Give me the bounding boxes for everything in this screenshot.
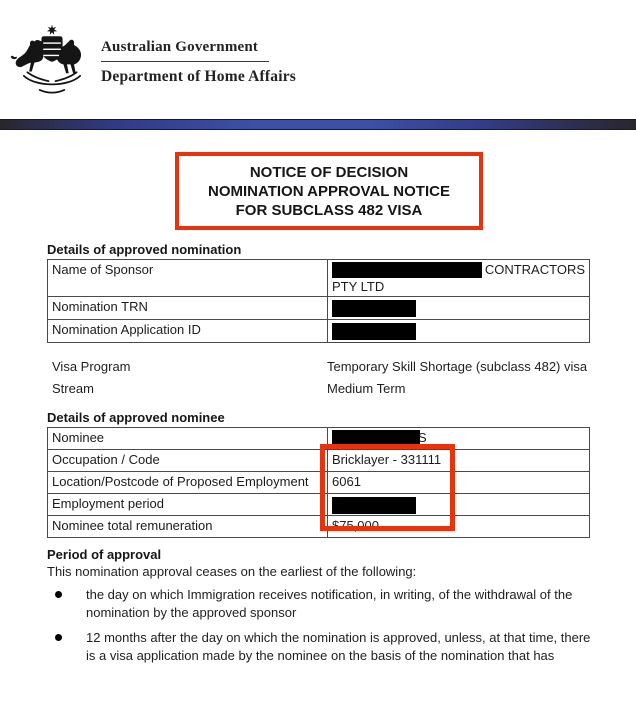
visa-program-label: Visa Program: [52, 359, 131, 374]
table-row: [48, 297, 590, 320]
header-titles: [101, 22, 296, 86]
table-row: [48, 472, 590, 494]
occupation-label-cell: Occupation / Code: [48, 450, 328, 472]
document-header: [8, 22, 296, 98]
employment-label-cell: Employment period: [48, 494, 328, 516]
header-divider-line: [101, 61, 269, 62]
notice-of-decision-box: [175, 152, 483, 230]
brand-color-bar: [0, 119, 636, 130]
location-value-cell: 6061: [328, 472, 590, 494]
nomination-table: [47, 259, 590, 343]
notice-line-3: FOR SUBCLASS 482 VISA: [235, 201, 423, 219]
occupation-value-cell: Bricklayer - 331111: [328, 450, 590, 472]
government-title: Australian Government: [101, 39, 259, 55]
application-id-label-cell: Nomination Application ID: [48, 320, 328, 343]
table-row: [48, 450, 590, 472]
notice-line-1: NOTICE OF DECISION: [249, 163, 409, 181]
table-row: [48, 516, 590, 538]
list-item: [47, 586, 592, 622]
sponsor-value-cell: [328, 260, 590, 297]
location-label-cell: Location/Postcode of Proposed Employment: [48, 472, 328, 494]
nomination-section-heading: Details of approved nomination: [47, 242, 242, 257]
bullet-icon: [55, 634, 62, 641]
remuneration-label-cell: Nominee total remuneration: [48, 516, 328, 538]
redaction-box: [332, 262, 482, 278]
approval-intro-text: This nomination approval ceases on the earliest of the following:: [47, 564, 417, 579]
visa-program-block: [52, 356, 587, 400]
department-title: Department of Home Affairs: [101, 68, 297, 85]
australian-coat-of-arms-logo: [8, 22, 96, 98]
bullet-icon: [55, 591, 62, 598]
approval-section-heading: Period of approval: [47, 547, 162, 562]
nominee-label-cell: Nominee: [48, 428, 328, 450]
nominee-value-cell: [328, 428, 590, 450]
nominee-value-visible: S: [418, 430, 427, 445]
table-row: [48, 494, 590, 516]
redaction-box: [332, 497, 416, 514]
notice-line-2: NOMINATION APPROVAL NOTICE: [208, 182, 450, 200]
table-row: [48, 260, 590, 297]
nominee-section-heading: Details of approved nominee: [47, 410, 225, 425]
trn-value-cell: [328, 297, 590, 320]
visa-program-value: Temporary Skill Shortage (subclass 482) visa: [327, 359, 588, 374]
approval-bullet-list: [47, 586, 592, 672]
application-id-value-cell: [328, 320, 590, 343]
employment-value-cell: [328, 494, 590, 516]
stream-value: Medium Term: [327, 381, 406, 396]
sponsor-value-line2: PTY LTD: [332, 279, 385, 294]
bullet-text: 12 months after the day on which the nomination is approved, unless, at that time, there is a visa application made by the nominee on the basis of the nomination that has: [86, 630, 591, 663]
table-row: [48, 320, 590, 343]
list-item: [47, 629, 592, 665]
redaction-box: [332, 323, 416, 340]
bullet-text: the day on which Immigration receives notification, in writing, of the withdrawal of the nomination by the approved sponsor: [86, 587, 573, 620]
redaction-box: [332, 430, 420, 446]
redaction-box: [332, 300, 416, 317]
trn-label-cell: Nomination TRN: [48, 297, 328, 320]
stream-label: Stream: [52, 381, 94, 396]
table-row: [48, 428, 590, 450]
sponsor-value-visible: CONTRACTORS: [484, 262, 585, 277]
nominee-table: [47, 427, 590, 538]
sponsor-label-cell: Name of Sponsor: [48, 260, 328, 297]
remuneration-value-cell: $75,000: [328, 516, 590, 538]
